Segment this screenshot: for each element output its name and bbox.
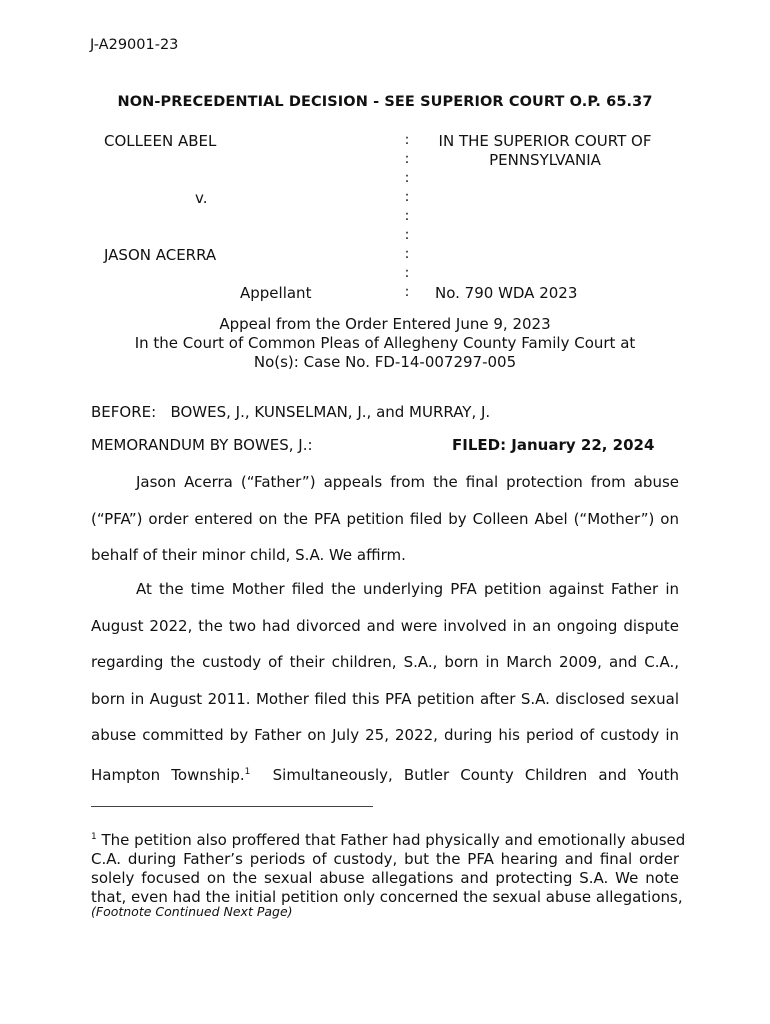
footnote-divider [91,806,373,807]
footnote-continued-note: (Footnote Continued Next Page) [91,904,293,919]
non-precedential-heading: NON-PRECEDENTIAL DECISION - SEE SUPERIOR COURT O.P. 65.37 [117,94,653,110]
footnote-number: 1 [91,832,97,842]
paragraph-line: (“PFA”) order entered on the PFA petition filed by Colleen Abel (“Mother”) on [91,509,679,528]
appeal-info: Appeal from the Order Entered June 9, 2023 In the Court of Common Pleas of Allegheny County Family Court at No(s): Case No. FD-14-007297-005 [134,315,636,371]
paragraph-line: born in August 2011. Mother filed this PFA petition after S.A. disclosed sexual [91,689,679,708]
caption-versus: v. [195,189,208,207]
paragraph-line: Jason Acerra (“Father”) appeals from the final protection from abuse [136,473,679,491]
paragraph-line: At the time Mother filed the underlying PFA petition against Father in [136,580,679,598]
footnote-line: solely focused on the sexual abuse allegations and protecting S.A. We note [91,869,679,887]
docket-number: J-A29001-23 [90,37,179,53]
paragraph-1 [91,464,679,574]
paragraph-line: behalf of their minor child, S.A. We affirm. [91,546,406,564]
footnote-line-text: The petition also proffered that Father had physically and emotionally abused [101,831,686,849]
caption-defendant: JASON ACERRA [104,246,217,264]
memorandum-author: MEMORANDUM BY BOWES, J.: [91,436,313,454]
panel-before: BEFORE: BOWES, J., KUNSELMAN, J., and MURRAY, J. [91,403,491,421]
appeal-docket-number: No. 790 WDA 2023 [435,284,578,302]
paragraph-2 [91,571,679,793]
paragraph-line [91,754,679,794]
footnote-line: C.A. during Father’s periods of custody, but the PFA hearing and final order [91,850,679,868]
caption-plaintiff: COLLEEN ABEL [104,132,217,150]
paragraph-line: August 2022, the two had divorced and were involved in an ongoing dispute [91,616,679,635]
caption-role: Appellant [240,284,312,302]
footnote-1 [91,828,686,907]
paragraph-line: abuse committed by Father on July 25, 2022, during his period of custody in [91,726,679,744]
paragraph-line-end: Simultaneously, Butler County Children and Youth [250,765,679,784]
filed-date: FILED: January 22, 2024 [452,436,655,454]
caption-colon-column: : : : : : : : : : [404,132,410,300]
paragraph-line: regarding the custody of their children, S.A., born in March 2009, and C.A., [91,653,679,671]
paragraph-line-start: Hampton Township. [91,765,245,784]
footnote-line: that, even had the initial petition only concerned the sexual abuse allegations, [91,888,683,906]
court-name: IN THE SUPERIOR COURT OF PENNSYLVANIA [438,132,652,169]
footnote-line [91,828,686,850]
footnote-reference[interactable]: 1 [244,766,251,777]
